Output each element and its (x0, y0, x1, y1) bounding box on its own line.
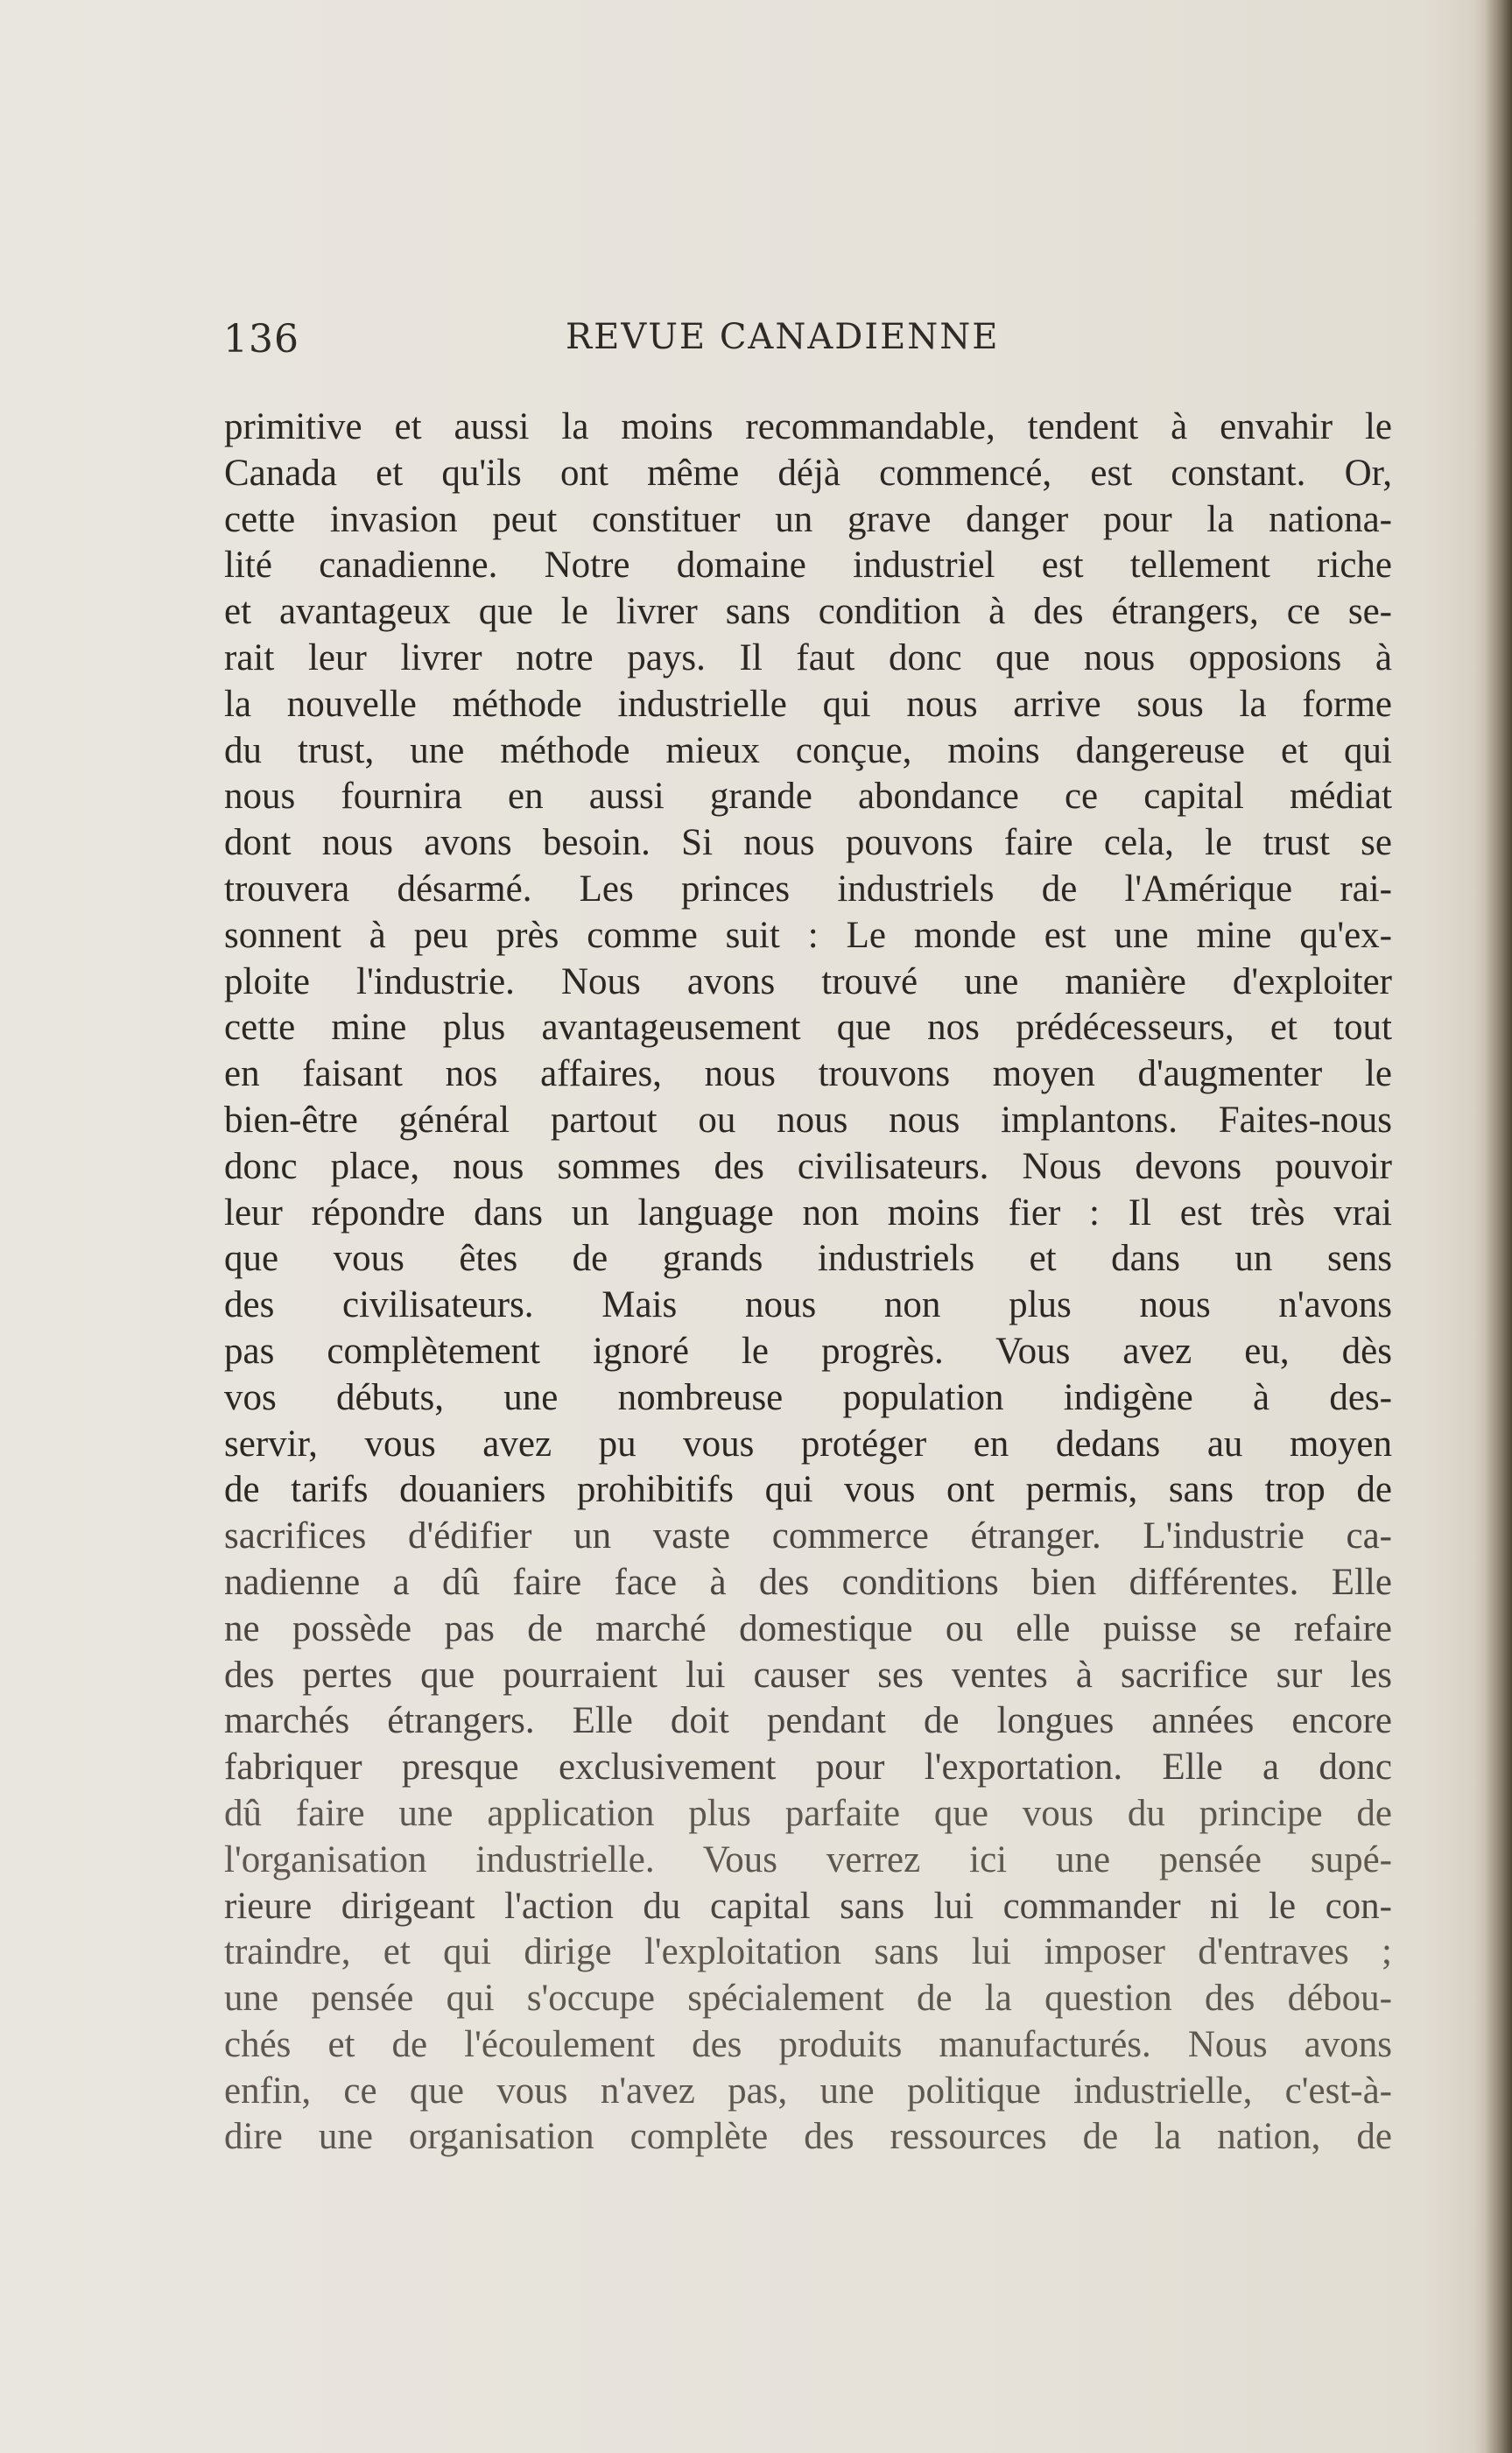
text-line: trouvera désarmé. Les princes industriels de l'Amérique rai- (224, 868, 1392, 910)
text-line: dire une organisation complète des ressources de la nation, de (224, 2116, 1392, 2158)
text-line: de tarifs douaniers prohibitifs qui vous ont permis, sans trop de (224, 1469, 1392, 1511)
text-line: traindre, et qui dirige l'exploitation sans lui imposer d'entraves ; (224, 1931, 1392, 1973)
page-number: 136 (223, 317, 299, 362)
page-edge-shadow (1486, 0, 1512, 2453)
body-text (224, 404, 1392, 2161)
text-line: et avantageux que le livrer sans condition à des étrangers, ce se- (224, 591, 1392, 633)
text-line: en faisant nos affaires, nous trouvons moyen d'augmenter le (224, 1053, 1392, 1095)
text-line: ne possède pas de marché domestique ou elle puisse se refaire (224, 1607, 1392, 1649)
text-line: une pensée qui s'occupe spécialement de la question des débou- (224, 1978, 1392, 2020)
text-line: que vous êtes de grands industriels et dans un sens (224, 1238, 1392, 1280)
text-line: sonnent à peu près comme suit : Le monde est une mine qu'ex- (224, 914, 1392, 956)
text-line: primitive et aussi la moins recommandable, tendent à envahir le (224, 406, 1392, 447)
text-line: des pertes que pourraient lui causer ses ventes à sacrifice sur les (224, 1654, 1392, 1696)
text-line: lité canadienne. Notre domaine industriel est tellement riche (224, 545, 1392, 587)
text-line: nous fournira en aussi grande abondance ce capital médiat (224, 776, 1392, 818)
text-line: ploite l'industrie. Nous avons trouvé une manière d'exploiter (224, 960, 1392, 1002)
text-line: fabriquer presque exclusivement pour l'exportation. Elle a donc (224, 1747, 1392, 1789)
text-line: rieure dirigeant l'action du capital sans lui commander ni le con- (224, 1885, 1392, 1927)
text-line: dû faire une application plus parfaite que vous du principe de (224, 1792, 1392, 1834)
text-line: cette invasion peut constituer un grave danger pour la nationa- (224, 498, 1392, 540)
text-line: du trust, une méthode mieux conçue, moins dangereuse et qui (224, 729, 1392, 771)
text-line: chés et de l'écoulement des produits manufacturés. Nous avons (224, 2023, 1392, 2065)
text-line: Canada et qu'ils ont même déjà commencé, est constant. Or, (224, 452, 1392, 494)
text-line: dont nous avons besoin. Si nous pouvons faire cela, le trust se (224, 822, 1392, 864)
text-line: la nouvelle méthode industrielle qui nous arrive sous la forme (224, 683, 1392, 725)
text-line: rait leur livrer notre pays. Il faut donc que nous opposions à (224, 636, 1392, 678)
text-line: leur répondre dans un language non moins fier : Il est très vrai (224, 1191, 1392, 1234)
text-line: des civilisateurs. Mais nous non plus nous n'avons (224, 1284, 1392, 1326)
text-line: nadienne a dû faire face à des conditions bien différentes. Elle (224, 1561, 1392, 1603)
running-title: REVUE CANADIENNE (566, 317, 1000, 357)
text-line: bien-être général partout ou nous nous implantons. Faites-nous (224, 1099, 1392, 1141)
text-line: l'organisation industrielle. Vous verrez ici une pensée supé- (224, 1838, 1392, 1880)
text-line: enfin, ce que vous n'avez pas, une politique industrielle, c'est-à- (224, 2070, 1392, 2112)
text-line: sacrifices d'édifier un vaste commerce étranger. L'industrie ca- (224, 1515, 1392, 1557)
text-line: donc place, nous sommes des civilisateurs. Nous devons pouvoir (224, 1145, 1392, 1187)
text-line: pas complètement ignoré le progrès. Vous avez eu, dès (224, 1330, 1392, 1372)
text-line: servir, vous avez pu vous protéger en dedans au moyen (224, 1423, 1392, 1465)
page-header (222, 313, 1395, 366)
text-line: cette mine plus avantageusement que nos prédécesseurs, et tout (224, 1007, 1392, 1049)
text-line: vos débuts, une nombreuse population indigène à des- (224, 1376, 1392, 1418)
text-line: marchés étrangers. Elle doit pendant de longues années encore (224, 1700, 1392, 1742)
